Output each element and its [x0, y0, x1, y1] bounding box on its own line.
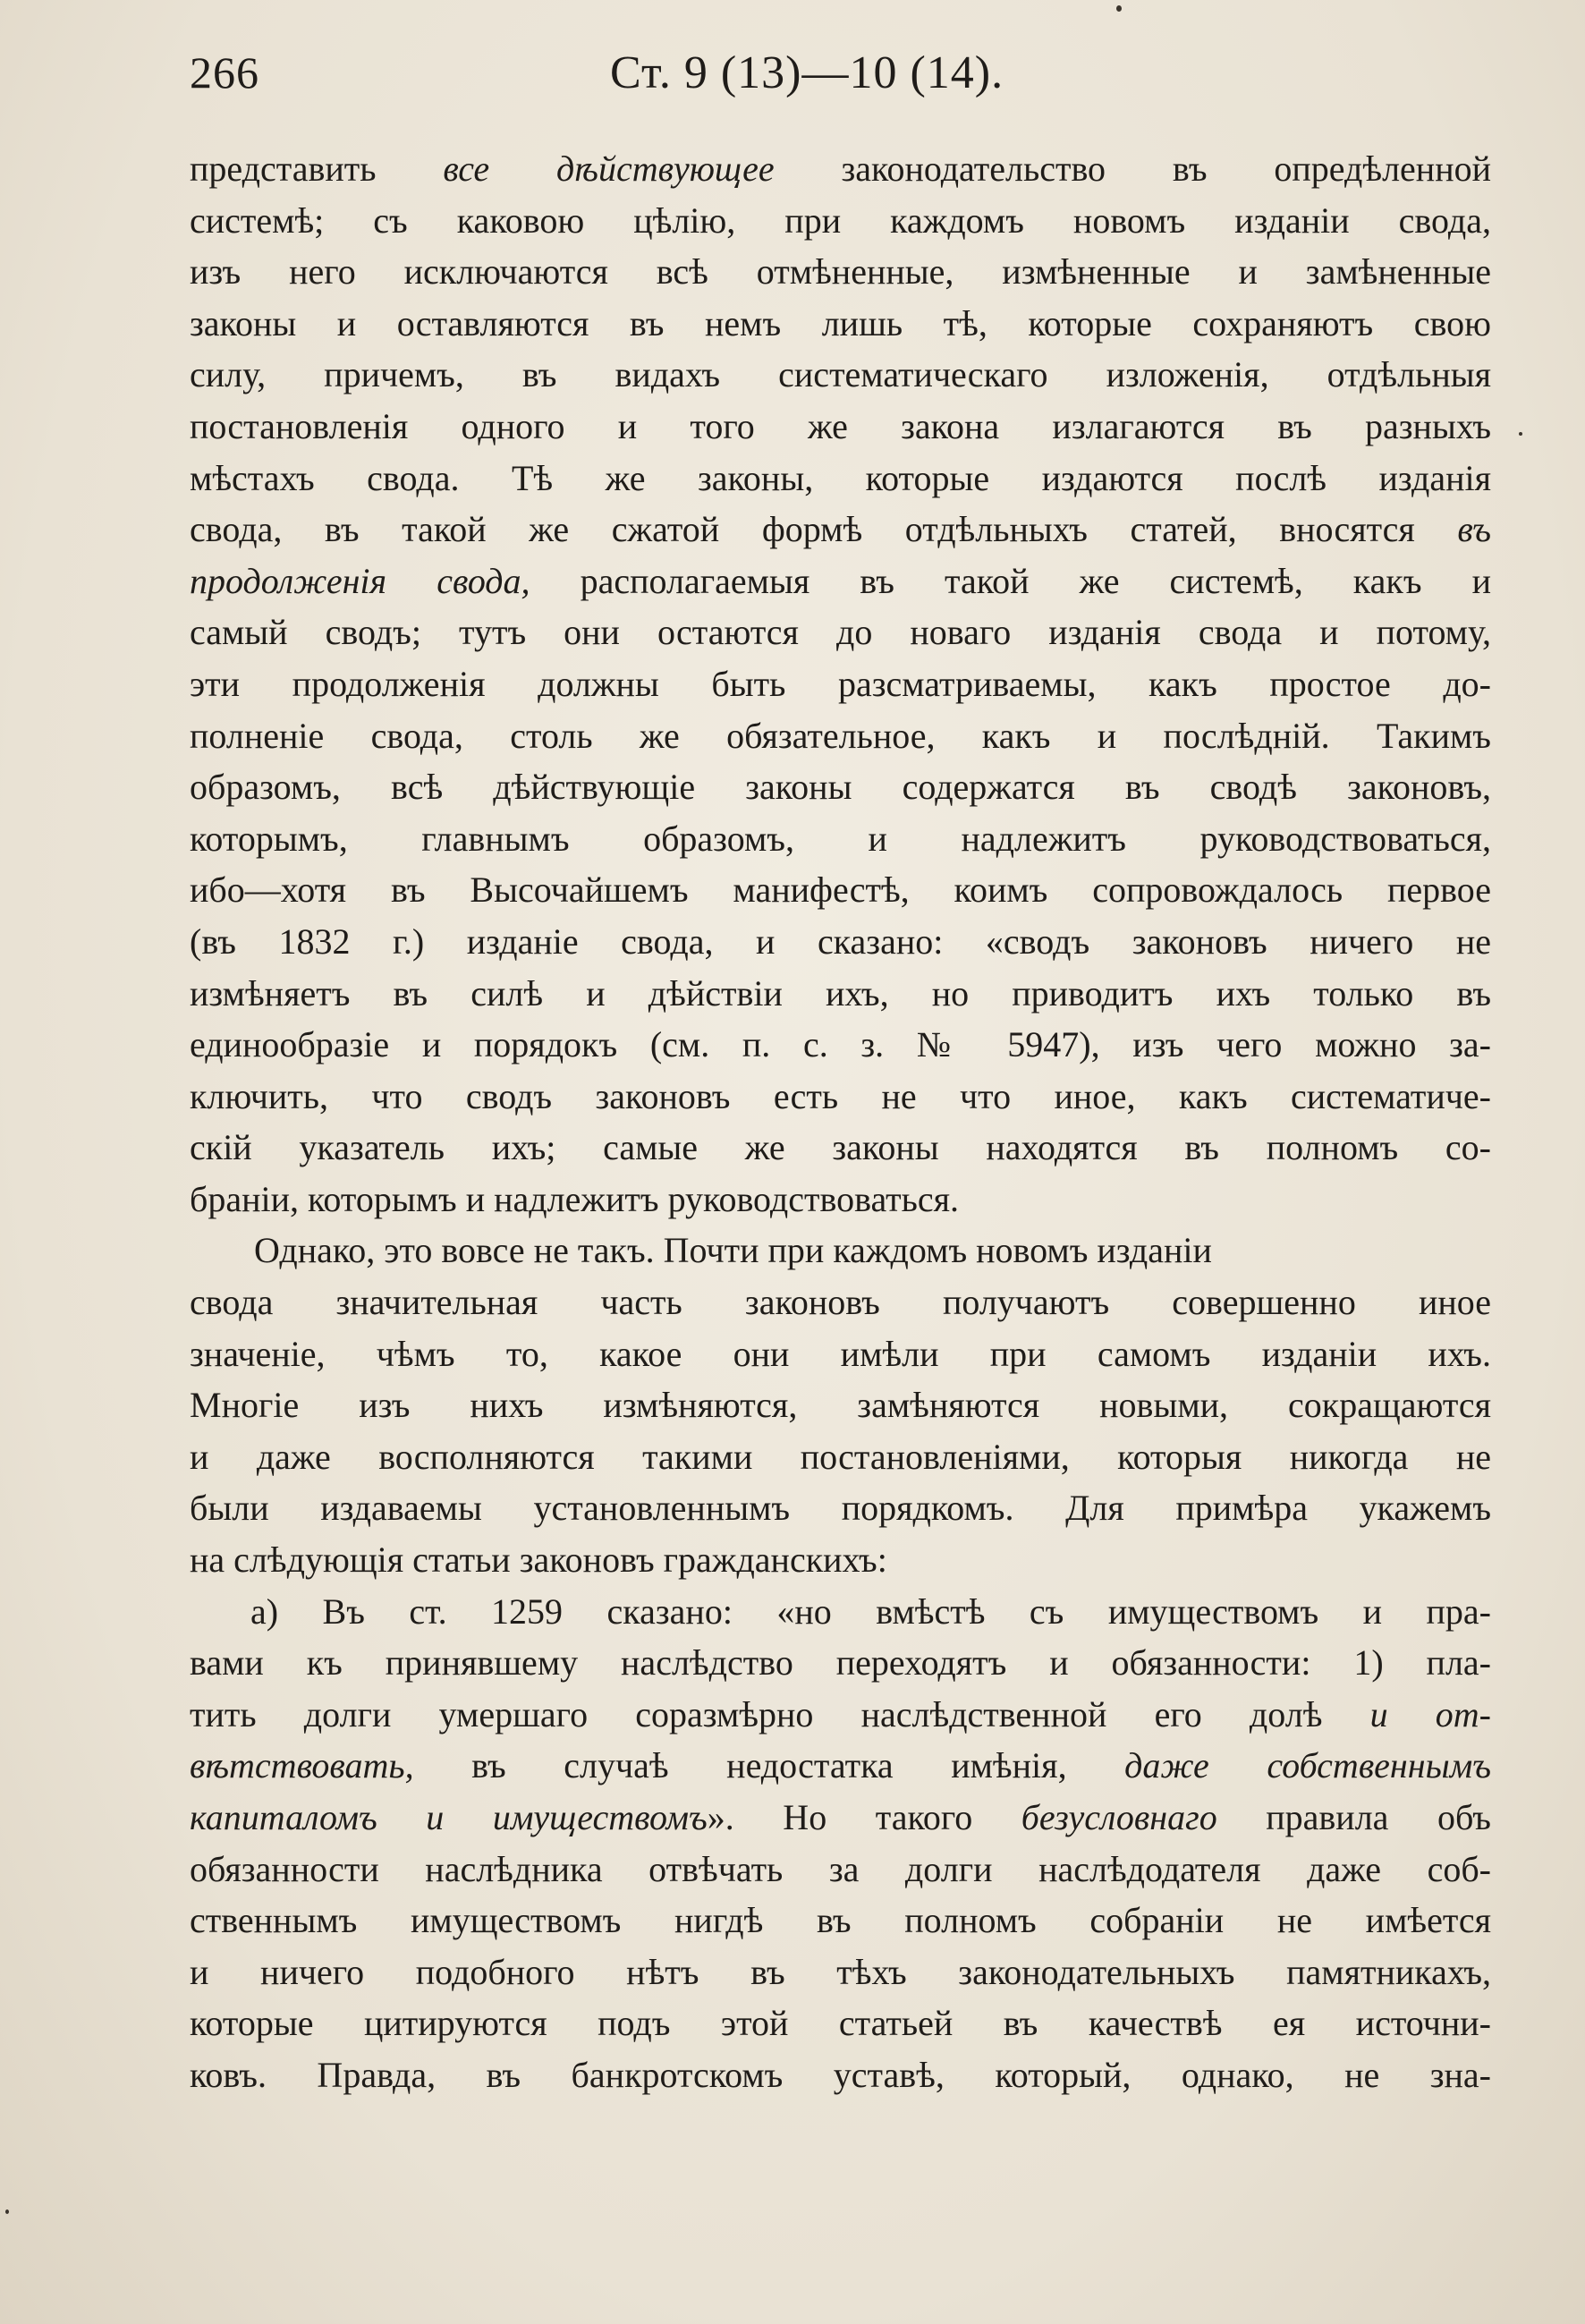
text-run: въ случаѣ недостатка имѣнія, — [413, 1745, 1125, 1786]
text-run: на слѣдующія статьи законовъ гражданскихъ: — [190, 1539, 887, 1581]
italic-text: капиталомъ и имуществомъ — [190, 1797, 708, 1837]
text-run: а) Въ ст. 1259 сказано: «но вмѣстѣ съ имуществомъ и пра- — [250, 1590, 1491, 1632]
italic-text: безусловнаго — [1021, 1797, 1217, 1837]
text-line — [190, 916, 1491, 968]
italic-text: все дѣйствующее — [443, 148, 775, 189]
text-line — [190, 813, 1491, 865]
text-run: и ничего подобного нѣтъ въ тѣхъ законодательныхъ памятникахъ, — [190, 1951, 1491, 1992]
text-line — [190, 1534, 1491, 1586]
text-run: свода значительная часть законовъ получаютъ совершенно иное — [190, 1282, 1491, 1323]
text-line — [190, 864, 1491, 916]
text-line — [190, 556, 1491, 607]
text-line — [190, 1379, 1491, 1431]
text-run: ключить, что сводъ законовъ есть не что иное, какъ систематиче- — [190, 1075, 1491, 1116]
text-line — [190, 453, 1491, 505]
text-line — [190, 504, 1491, 556]
page-number: 266 — [190, 47, 259, 98]
text-run: правила объ — [1216, 1797, 1491, 1837]
text-run: которымъ, главнымъ образомъ, и надлежитъ руководствоваться, — [190, 818, 1491, 859]
text-line — [190, 1019, 1491, 1071]
text-line — [190, 1997, 1491, 2049]
text-line — [190, 1792, 1491, 1844]
text-line — [190, 1431, 1491, 1483]
text-run: вами къ принявшему наслѣдство переходятъ и обязанности: 1) пла- — [190, 1642, 1491, 1684]
text-line — [190, 246, 1491, 298]
text-run: образомъ, всѣ дѣйствующіе законы содержатся въ сводѣ законовъ, — [190, 767, 1491, 808]
print-speck — [1519, 432, 1522, 436]
text-run: ковъ. Правда, въ банкротскомъ уставѣ, который, однако, не зна- — [190, 2054, 1491, 2095]
italic-text: въ — [1457, 509, 1491, 550]
italic-text: и от- — [1369, 1693, 1491, 1735]
text-line — [190, 968, 1491, 1020]
text-line — [190, 710, 1491, 762]
text-line — [190, 1174, 1491, 1226]
text-run: скій указатель ихъ; самые же законы находятся въ полномъ со- — [190, 1127, 1491, 1168]
body-text — [190, 143, 1491, 2101]
text-line — [190, 1277, 1491, 1328]
text-line — [190, 761, 1491, 813]
text-run: обязанности наслѣдника отвѣчать за долги наслѣдодателя даже соб- — [190, 1848, 1491, 1889]
text-run: силу, причемъ, въ видахъ систематическаго изложенія, отдѣльныя — [190, 354, 1491, 395]
text-run: эти продолженія должны быть разсматриваемы, какъ простое до- — [190, 663, 1491, 704]
text-line — [190, 195, 1491, 247]
text-line — [190, 1740, 1491, 1792]
text-run: были издаваемы установленнымъ порядкомъ. Для примѣра укажемъ — [190, 1488, 1491, 1529]
text-run: располагаемыя въ такой же системѣ, какъ и — [530, 560, 1491, 601]
text-line — [190, 1122, 1491, 1174]
text-line — [190, 1328, 1491, 1380]
text-line — [190, 143, 1491, 195]
page-header — [190, 47, 1491, 109]
text-line — [190, 1637, 1491, 1689]
text-line — [190, 401, 1491, 453]
text-line — [190, 2049, 1491, 2101]
text-run: и даже восполняются такими постановленіями, которыя никогда не — [190, 1436, 1491, 1477]
text-run: представить — [190, 148, 444, 189]
text-run: системѣ; съ каковою цѣлію, при каждомъ новомъ изданіи свода, — [190, 199, 1491, 241]
text-run: Многіе изъ нихъ измѣняются, замѣняются новыми, сокращаются — [190, 1385, 1491, 1426]
text-line — [190, 1225, 1491, 1277]
text-run: браніи, которымъ и надлежитъ руководствоваться. — [190, 1178, 960, 1219]
text-run: которые цитируются подъ этой статьей въ качествѣ ея источни- — [190, 2003, 1491, 2044]
text-run: ». Но такого — [707, 1797, 1021, 1837]
text-line — [190, 606, 1491, 658]
text-run: ибо—хотя въ Высочайшемъ манифестѣ, коимъ сопровождалось первое — [190, 869, 1491, 911]
text-run: тить долги умершаго соразмѣрно наслѣдственной его долѣ — [190, 1693, 1370, 1735]
print-speck — [1116, 5, 1122, 12]
text-run: Однако, это вовсе не такъ. Почти при каждомъ новомъ изданіи — [254, 1230, 1212, 1271]
print-speck — [5, 2209, 9, 2214]
text-run: полненіе свода, столь же обязательное, какъ и послѣдній. Такимъ — [190, 715, 1491, 756]
text-run: (въ 1832 г.) изданіе свода, и сказано: «сводъ законовъ ничего не — [190, 920, 1491, 962]
text-run: законодательство въ опредѣленной — [774, 148, 1491, 189]
text-line — [190, 1071, 1491, 1123]
text-run: постановленія одного и того же закона излагаются въ разныхъ — [190, 405, 1491, 446]
text-run: значеніе, чѣмъ то, какое они имѣли при самомъ изданіи ихъ. — [190, 1333, 1491, 1374]
text-line — [190, 1482, 1491, 1534]
text-run: ственнымъ имуществомъ нигдѣ въ полномъ собраніи не имѣется — [190, 1900, 1491, 1941]
italic-text: даже собственнымъ — [1124, 1745, 1491, 1786]
text-line — [190, 349, 1491, 401]
text-run: законы и оставляются въ немъ лишь тѣ, которые сохраняютъ свою — [190, 302, 1491, 344]
italic-text: продолженія свода, — [190, 560, 530, 601]
text-run: самый сводъ; тутъ они остаются до новаго изданія свода и потому, — [190, 612, 1491, 653]
text-line — [190, 1689, 1491, 1741]
text-line — [190, 1844, 1491, 1896]
text-line — [190, 1586, 1491, 1638]
italic-text: вѣтствовать, — [190, 1745, 414, 1786]
text-run: измѣняетъ въ силѣ и дѣйствіи ихъ, но приводитъ ихъ только въ — [190, 972, 1491, 1014]
text-run: мѣстахъ свода. Тѣ же законы, которые издаются послѣ изданія — [190, 457, 1491, 498]
text-line — [190, 658, 1491, 710]
text-line — [190, 1947, 1491, 1998]
running-head: Ст. 9 (13)—10 (14). — [610, 47, 1004, 98]
text-run: изъ него исключаются всѣ отмѣненные, измѣненные и замѣненные — [190, 251, 1491, 293]
text-line — [190, 1895, 1491, 1947]
text-run: свода, въ такой же сжатой формѣ отдѣльныхъ статей, вносятся — [190, 509, 1458, 550]
text-line — [190, 298, 1491, 350]
text-run: единообразіе и порядокъ (см. п. с. з. № 5947), изъ чего можно за- — [190, 1024, 1491, 1065]
